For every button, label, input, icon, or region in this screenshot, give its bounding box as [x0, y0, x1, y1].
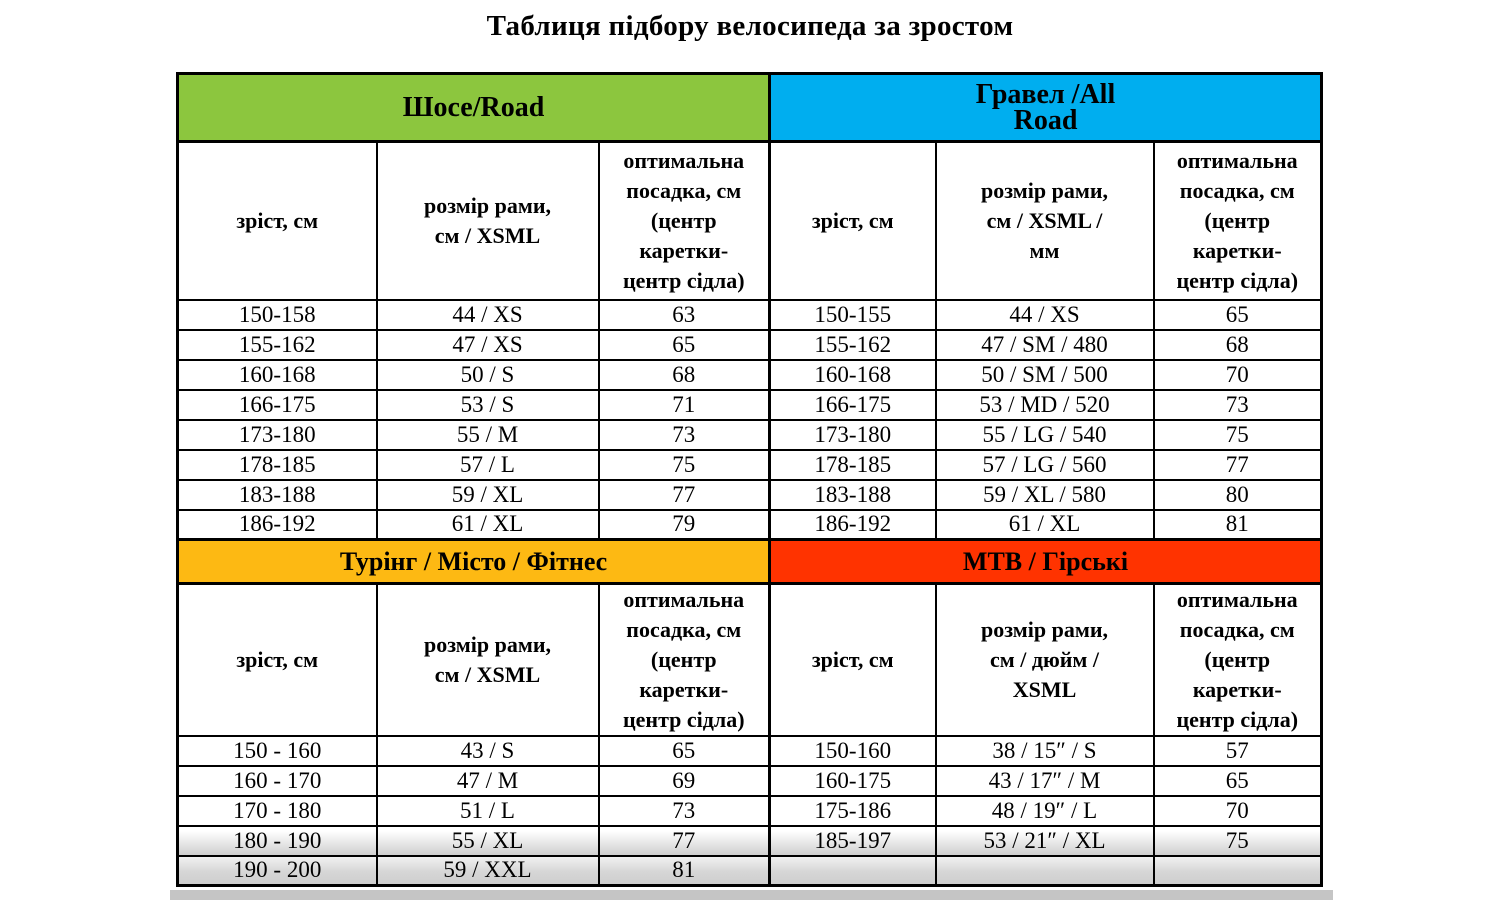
table-row	[770, 360, 1322, 390]
cell: 155-162	[770, 330, 936, 360]
table-row	[178, 856, 770, 886]
table-row	[770, 420, 1322, 450]
cell: 186-192	[770, 510, 936, 540]
table-row	[770, 856, 1322, 886]
table-row	[178, 300, 770, 330]
cell: 77	[599, 826, 770, 856]
table-row	[178, 480, 770, 510]
cell: 160-168	[178, 360, 377, 390]
right-table	[768, 72, 1323, 887]
table-row	[770, 796, 1322, 826]
cell: 47 / XS	[377, 330, 599, 360]
column-header-optimal-fit: оптимальна посадка, см (центр каретки- центр сідла)	[599, 142, 770, 300]
table-row	[770, 390, 1322, 420]
gravel-column-header-row	[770, 142, 1322, 300]
cell: 51 / L	[377, 796, 599, 826]
cell: 73	[1154, 390, 1322, 420]
column-header-height: зріст, см	[770, 142, 936, 300]
cell: 81	[599, 856, 770, 886]
cell: 53 / S	[377, 390, 599, 420]
cell: 65	[599, 736, 770, 766]
cell	[770, 856, 936, 886]
cell: 178-185	[178, 450, 377, 480]
table-shadow	[170, 890, 1333, 900]
column-header-frame-size: розмір рами, см / XSML / мм	[936, 142, 1154, 300]
cell: 160-168	[770, 360, 936, 390]
column-header-optimal-fit: оптимальна посадка, см (центр каретки- центр сідла)	[1154, 584, 1322, 736]
cell: 55 / XL	[377, 826, 599, 856]
cell: 173-180	[178, 420, 377, 450]
column-header-height: зріст, см	[178, 584, 377, 736]
table-row	[770, 450, 1322, 480]
cell: 73	[599, 420, 770, 450]
cell: 150 - 160	[178, 736, 377, 766]
cell: 183-188	[178, 480, 377, 510]
table-row	[178, 450, 770, 480]
column-header-frame-size: розмір рами, см / XSML	[377, 584, 599, 736]
cell: 65	[1154, 766, 1322, 796]
gravel-band-row	[770, 74, 1322, 142]
table-row	[178, 390, 770, 420]
table-row	[178, 510, 770, 540]
cell: 50 / SM / 500	[936, 360, 1154, 390]
cell: 50 / S	[377, 360, 599, 390]
page-title: Таблиця підбору велосипеда за зростом	[486, 10, 1014, 42]
cell	[1154, 856, 1322, 886]
cell: 77	[1154, 450, 1322, 480]
cell: 53 / 21″ / XL	[936, 826, 1154, 856]
mtb-column-header-row	[770, 584, 1322, 736]
cell: 81	[1154, 510, 1322, 540]
column-header-frame-size: розмір рами, см / XSML	[377, 142, 599, 300]
table-row	[770, 300, 1322, 330]
table-row	[178, 330, 770, 360]
table-row	[178, 826, 770, 856]
mtb-band-row	[770, 540, 1322, 584]
cell: 183-188	[770, 480, 936, 510]
cell: 65	[1154, 300, 1322, 330]
table-row	[178, 360, 770, 390]
cell: 61 / XL	[936, 510, 1154, 540]
table-row	[178, 420, 770, 450]
cell: 175-186	[770, 796, 936, 826]
cell: 55 / M	[377, 420, 599, 450]
cell: 186-192	[178, 510, 377, 540]
touring-section-header: Турінг / Місто / Фітнес	[178, 540, 770, 584]
column-header-optimal-fit: оптимальна посадка, см (центр каретки- центр сідла)	[1154, 142, 1322, 300]
column-header-height: зріст, см	[178, 142, 377, 300]
cell: 150-155	[770, 300, 936, 330]
cell: 75	[599, 450, 770, 480]
cell: 166-175	[178, 390, 377, 420]
cell: 77	[599, 480, 770, 510]
cell: 44 / XS	[377, 300, 599, 330]
table-row	[770, 510, 1322, 540]
cell: 185-197	[770, 826, 936, 856]
cell: 57	[1154, 736, 1322, 766]
cell: 57 / L	[377, 450, 599, 480]
cell: 48 / 19″ / L	[936, 796, 1154, 826]
cell: 170 - 180	[178, 796, 377, 826]
cell: 71	[599, 390, 770, 420]
table-row	[770, 736, 1322, 766]
cell: 63	[599, 300, 770, 330]
table-row	[770, 330, 1322, 360]
touring-column-header-row	[178, 584, 770, 736]
cell: 173-180	[770, 420, 936, 450]
cell: 53 / MD / 520	[936, 390, 1154, 420]
cell: 43 / 17″ / M	[936, 766, 1154, 796]
cell: 57 / LG / 560	[936, 450, 1154, 480]
left-table	[176, 72, 771, 887]
cell	[936, 856, 1154, 886]
table-row	[178, 796, 770, 826]
table-row	[178, 766, 770, 796]
cell: 43 / S	[377, 736, 599, 766]
cell: 160 - 170	[178, 766, 377, 796]
cell: 55 / LG / 540	[936, 420, 1154, 450]
cell: 44 / XS	[936, 300, 1154, 330]
cell: 69	[599, 766, 770, 796]
cell: 70	[1154, 360, 1322, 390]
cell: 47 / SM / 480	[936, 330, 1154, 360]
cell: 68	[1154, 330, 1322, 360]
column-header-height: зріст, см	[770, 584, 936, 736]
cell: 70	[1154, 796, 1322, 826]
cell: 150-160	[770, 736, 936, 766]
mtb-section-header: MTB / Гірські	[770, 540, 1322, 584]
road-band-row	[178, 74, 770, 142]
road-column-header-row	[178, 142, 770, 300]
road-section-header: Шосе/Road	[178, 74, 770, 142]
table-row	[770, 480, 1322, 510]
cell: 160-175	[770, 766, 936, 796]
cell: 61 / XL	[377, 510, 599, 540]
cell: 166-175	[770, 390, 936, 420]
cell: 190 - 200	[178, 856, 377, 886]
cell: 68	[599, 360, 770, 390]
cell: 65	[599, 330, 770, 360]
cell: 155-162	[178, 330, 377, 360]
cell: 59 / XL	[377, 480, 599, 510]
table-row	[178, 736, 770, 766]
cell: 80	[1154, 480, 1322, 510]
cell: 79	[599, 510, 770, 540]
cell: 59 / XXL	[377, 856, 599, 886]
cell: 150-158	[178, 300, 377, 330]
table-row	[770, 766, 1322, 796]
cell: 47 / M	[377, 766, 599, 796]
cell: 75	[1154, 826, 1322, 856]
cell: 75	[1154, 420, 1322, 450]
touring-band-row	[178, 540, 770, 584]
cell: 38 / 15″ / S	[936, 736, 1154, 766]
column-header-optimal-fit: оптимальна посадка, см (центр каретки- центр сідла)	[599, 584, 770, 736]
gravel-section-header: Гравел /All Road	[770, 74, 1322, 142]
cell: 180 - 190	[178, 826, 377, 856]
cell: 59 / XL / 580	[936, 480, 1154, 510]
table-row	[770, 826, 1322, 856]
cell: 73	[599, 796, 770, 826]
cell: 178-185	[770, 450, 936, 480]
column-header-frame-size: розмір рами, см / дюйм / XSML	[936, 584, 1154, 736]
